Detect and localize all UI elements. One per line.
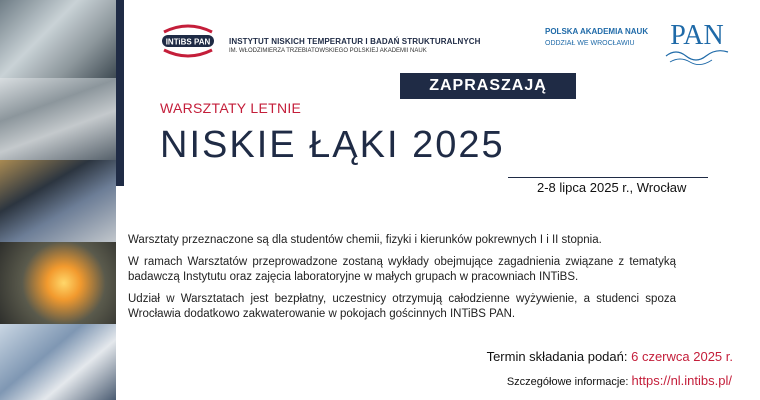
description-paragraph: Warsztaty przeznaczone są dla studentów chemii, fizyki i kierunków pokrewnych I i II stopnia. [128,234,602,246]
laboratory-photo [0,78,116,160]
laboratory-photo [0,242,116,324]
institute-subtitle: IM. WŁODZIMIERZA TRZEBIATOWSKIEGO POLSKIEJ AKADEMII NAUK [229,48,427,54]
invite-banner: ZAPRASZAJĄ [400,73,576,99]
deadline-label: Termin składania podań: [486,349,628,364]
workshop-label: WARSZTATY LETNIE [160,100,302,116]
pan-subtitle: ODDZIAŁ WE WROCŁAWIU [545,40,635,47]
event-title: NISKIE ŁĄKI 2025 [160,124,505,166]
description [128,233,676,329]
photo-strip [0,0,116,400]
date-location: 2-8 lipca 2025 r., Wrocław [537,180,687,195]
laboratory-photo [0,160,116,242]
pan-name: POLSKA AKADEMIA NAUK [545,27,649,36]
deadline-date: 6 czerwca 2025 r. [631,349,733,364]
pan-logo [662,16,732,68]
info-label: Szczegółowe informacje: [506,376,629,388]
description-paragraph: W ramach Warsztatów przeprowadzone zostaną wykłady obejmujące zagadnienia związane z tematyką badawczą Instytutu oraz zajęcia laboratoryjne w małych grupach w pracowniach INTiBS. [128,256,676,283]
more-info [507,373,732,388]
laboratory-photo [0,324,116,400]
intibs-logo [160,24,216,58]
divider [508,177,708,178]
accent-bar [116,0,124,186]
svg-text:PAN: PAN [670,20,724,51]
institute-name: INSTYTUT NISKICH TEMPERATUR I BADAŃ STRUKTURALNYCH [229,37,481,46]
svg-text:INTiBS PAN: INTiBS PAN [165,37,211,47]
deadline [487,349,733,364]
laboratory-photo [0,0,116,78]
description-paragraph: Udział w Warsztatach jest bezpłatny, uczestnicy otrzymują całodzienne wyżywienie, a studenci spoza Wrocławia dodatkowo zakwaterowanie w pokojach gościnnych INTiBS PAN. [128,293,676,320]
info-link[interactable]: https://nl.intibs.pl/ [631,373,732,388]
